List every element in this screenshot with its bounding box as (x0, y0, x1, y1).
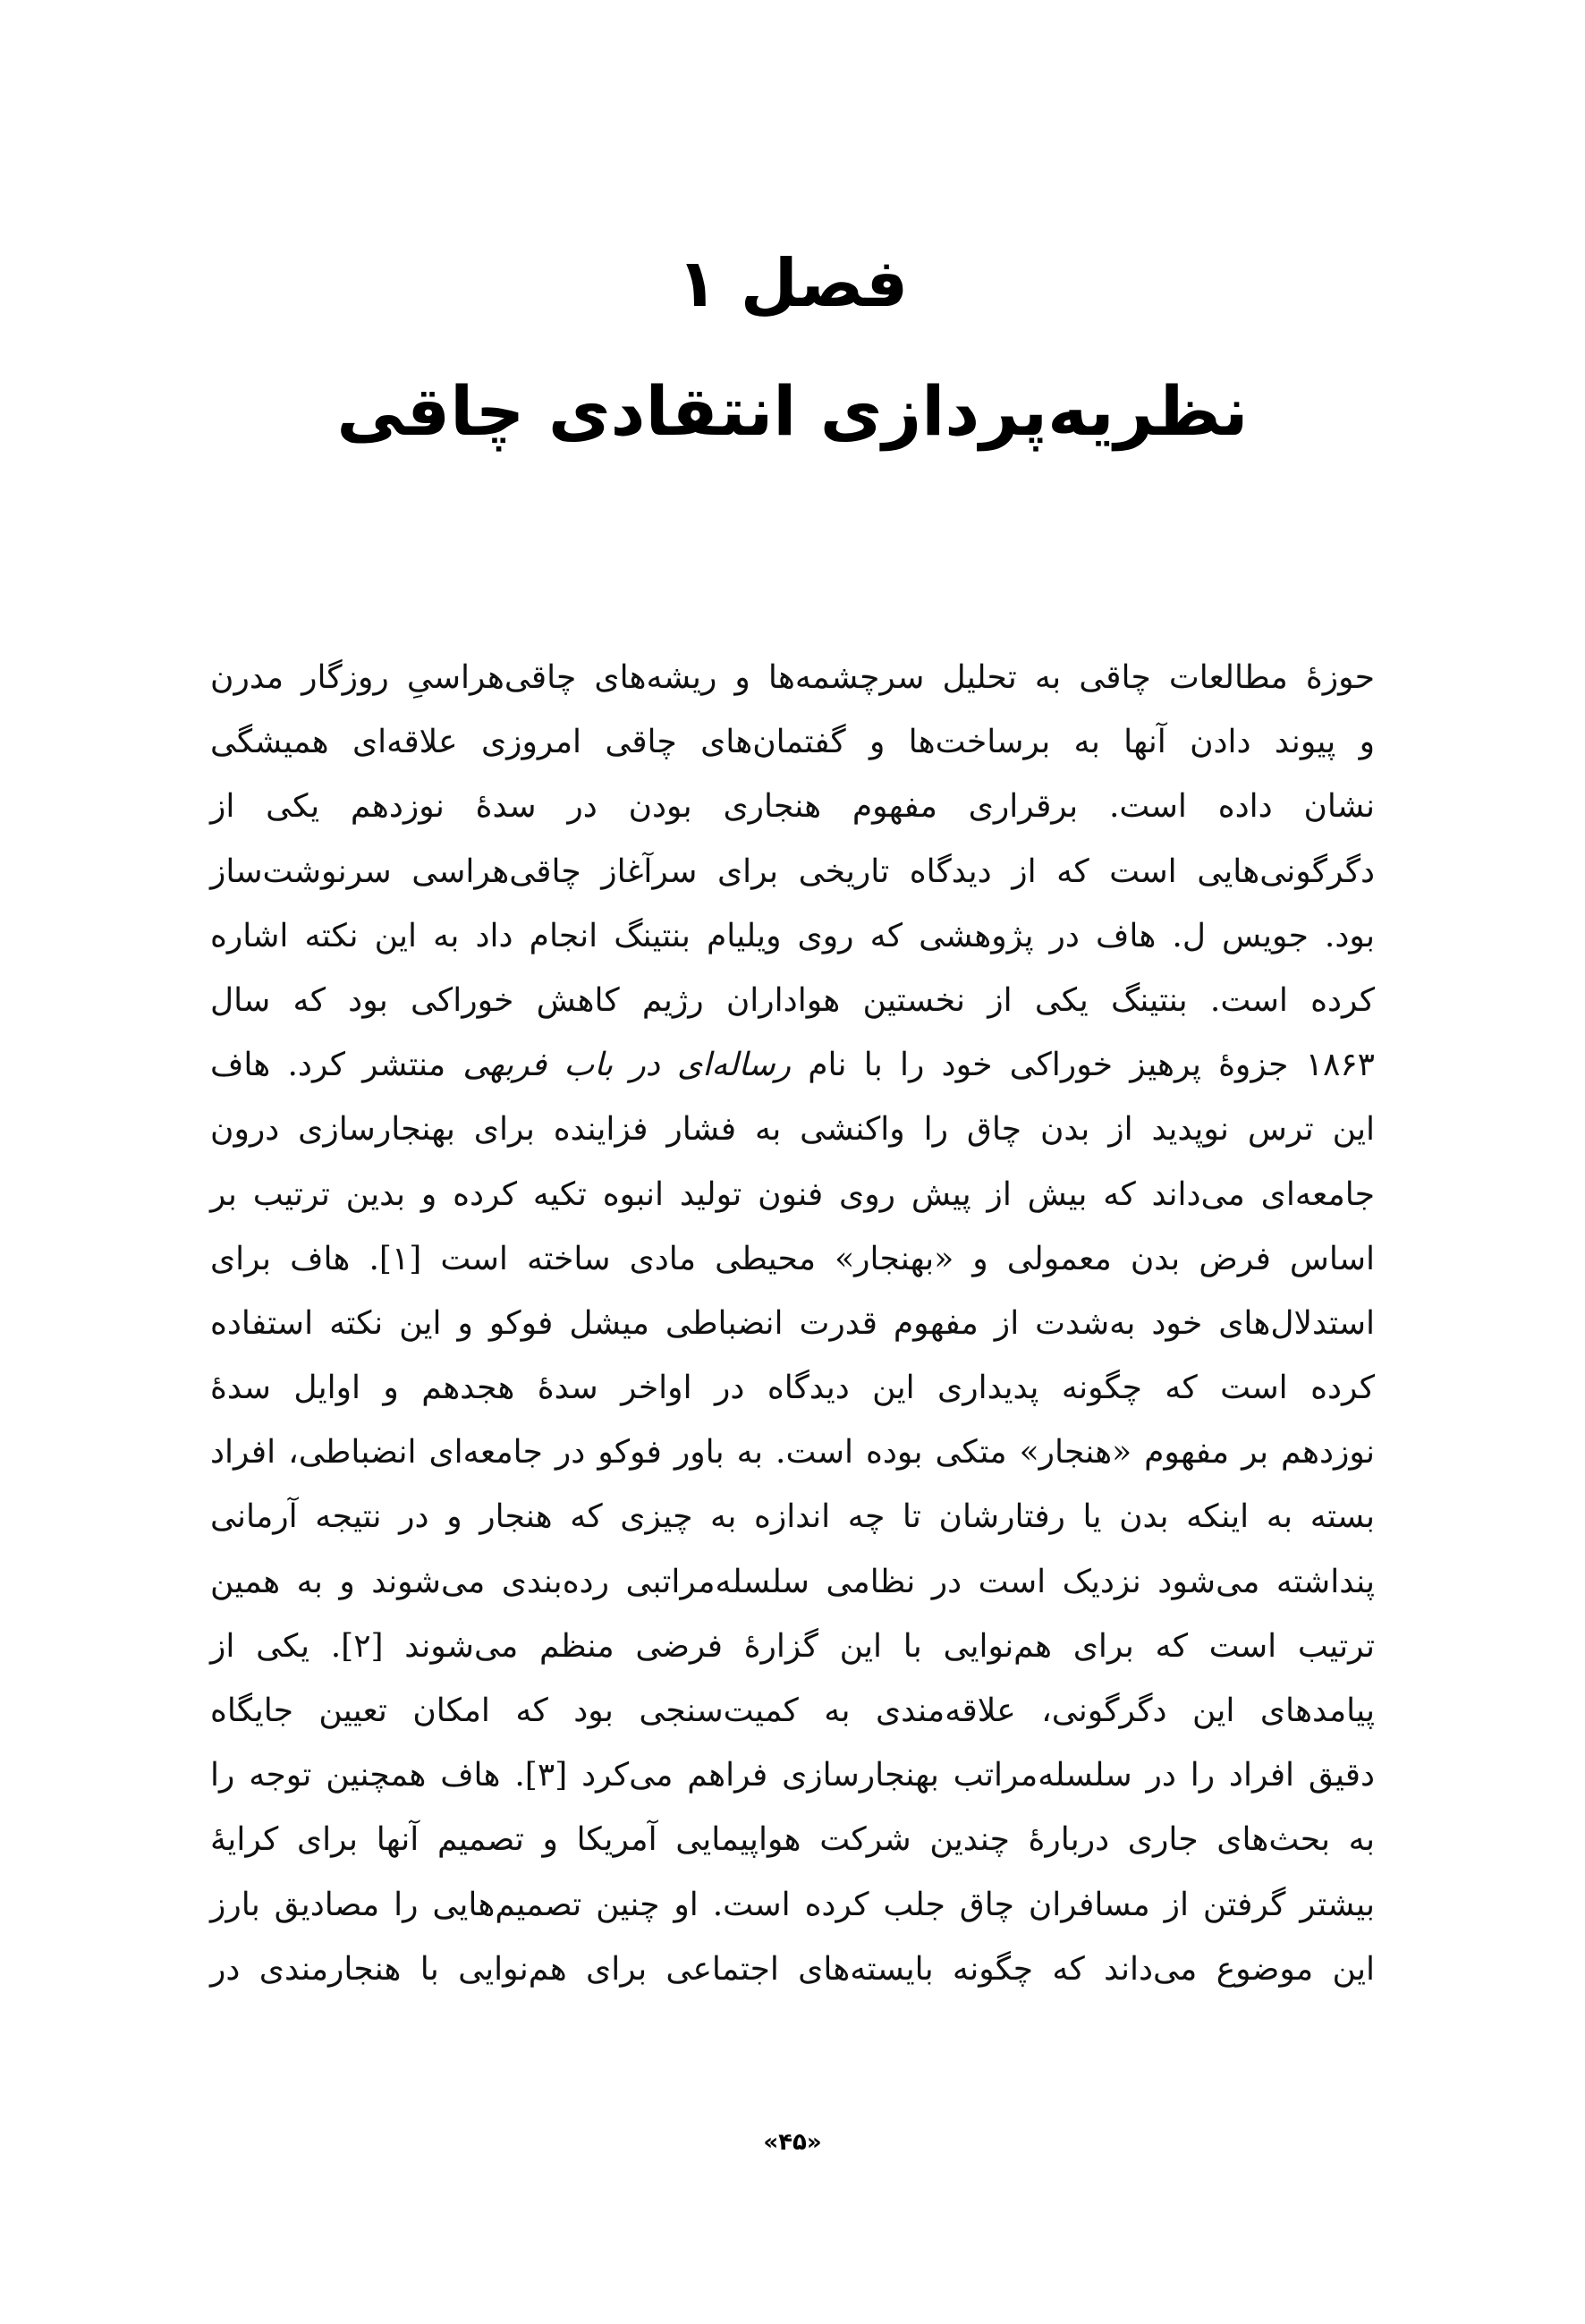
text-line-with-book-title (210, 1033, 1375, 1098)
text-line: دگرگونی‌هایی است که از دیدگاه تاریخی برای سرآغاز چاقی‌هراسی سرنوشت‌ساز (210, 852, 1375, 890)
text-line: استدلال‌های خود به‌شدت از مفهوم قدرت انضباطی میشل فوکو و این نکته استفاده (210, 1304, 1375, 1342)
text-line: حوزهٔ مطالعات چاقی به تحلیل سرچشمه‌ها و ریشه‌های چاقی‌هراسیِ روزگار مدرن (210, 659, 1375, 696)
text-line: پنداشته می‌شود نزدیک است در نظامی سلسله‌مراتبی رده‌بندی می‌شوند و به همین (210, 1563, 1375, 1600)
text-line: کرده است. بنتینگ یکی از نخستین هواداران رژیم کاهش خوراکی بود که سال (210, 981, 1375, 1019)
text-line: پیامدهای این دگرگونی، علاقه‌مندی به کمیت‌سنجی بود که امکان تعیین جایگاه (210, 1692, 1375, 1729)
text-line: نشان داده است. برقراری مفهوم هنجاری بودن در سدهٔ نوزدهم یکی از (210, 788, 1375, 826)
body-paragraph (210, 646, 1375, 2002)
text-line: بیشتر گرفتن از مسافران چاق جلب کرده است. او چنین تصمیم‌هایی را مصادیق بارز (210, 1886, 1375, 1923)
text-line: دقیق افراد را در سلسله‌مراتب بهنجارسازی فراهم می‌کرد [۳]. هاف همچنین توجه را (210, 1757, 1375, 1794)
text-line: نوزدهم بر مفهوم «هنجار» متکی بوده است. به باور فوکو در جامعه‌ای انضباطی، افراد (210, 1434, 1375, 1472)
page-number: «۴۵» (763, 2129, 822, 2156)
book-title-italic: رساله‌ای در باب فربهی (462, 1047, 792, 1084)
text-line: این موضوع می‌داند که چگونه بایسته‌های اجتماعی برای هم‌نوایی با هنجارمندی در (210, 1950, 1375, 1988)
text-line: به بحث‌های جاری دربارهٔ چندین شرکت هواپیمایی آمریکا و تصمیم آنها برای کرایهٔ (210, 1821, 1375, 1859)
chapter-number: فصل ۱ (676, 245, 909, 322)
text-line: این ترس نوپدید از بدن چاق را واکنشی به فشار فزاینده برای بهنجارسازی درون (210, 1111, 1375, 1149)
text-line: کرده است که چگونه پدیداری این دیدگاه در اواخر سدهٔ هجدهم و اوایل سدهٔ (210, 1370, 1375, 1407)
chapter-title: نظریه‌پردازی انتقادی چاقی (336, 371, 1249, 451)
text-segment: ۱۸۶۳ جزوهٔ پرهیز خوراکی خود را با نام (791, 1047, 1376, 1084)
text-line: اساس فرض بدن معمولی و «بهنجار» محیطی مادی ساخته است [۱]. هاف برای (210, 1240, 1375, 1277)
text-line: بود. جویس ل. هاف در پژوهشی که روی ویلیام بنتینگ انجام داد به این نکته اشاره (210, 917, 1375, 954)
text-line: ترتیب است که برای هم‌نوایی با این گزارهٔ فرضی منظم می‌شوند [۲]. یکی از (210, 1627, 1375, 1665)
text-segment: منتشر کرد. هاف (210, 1047, 463, 1084)
text-line: بسته به اینکه بدن یا رفتارشان تا چه اندازه به چیزی که هنجار و در نتیجه آرمانی (210, 1498, 1375, 1536)
text-line: جامعه‌ای می‌داند که بیش از پیش روی فنون تولید انبوه تکیه کرده و بدین ترتیب بر (210, 1175, 1375, 1213)
text-line: و پیوند دادن آنها به برساخت‌ها و گفتمان‌های چاقی امروزی علاقه‌ای همیشگی (210, 724, 1375, 761)
